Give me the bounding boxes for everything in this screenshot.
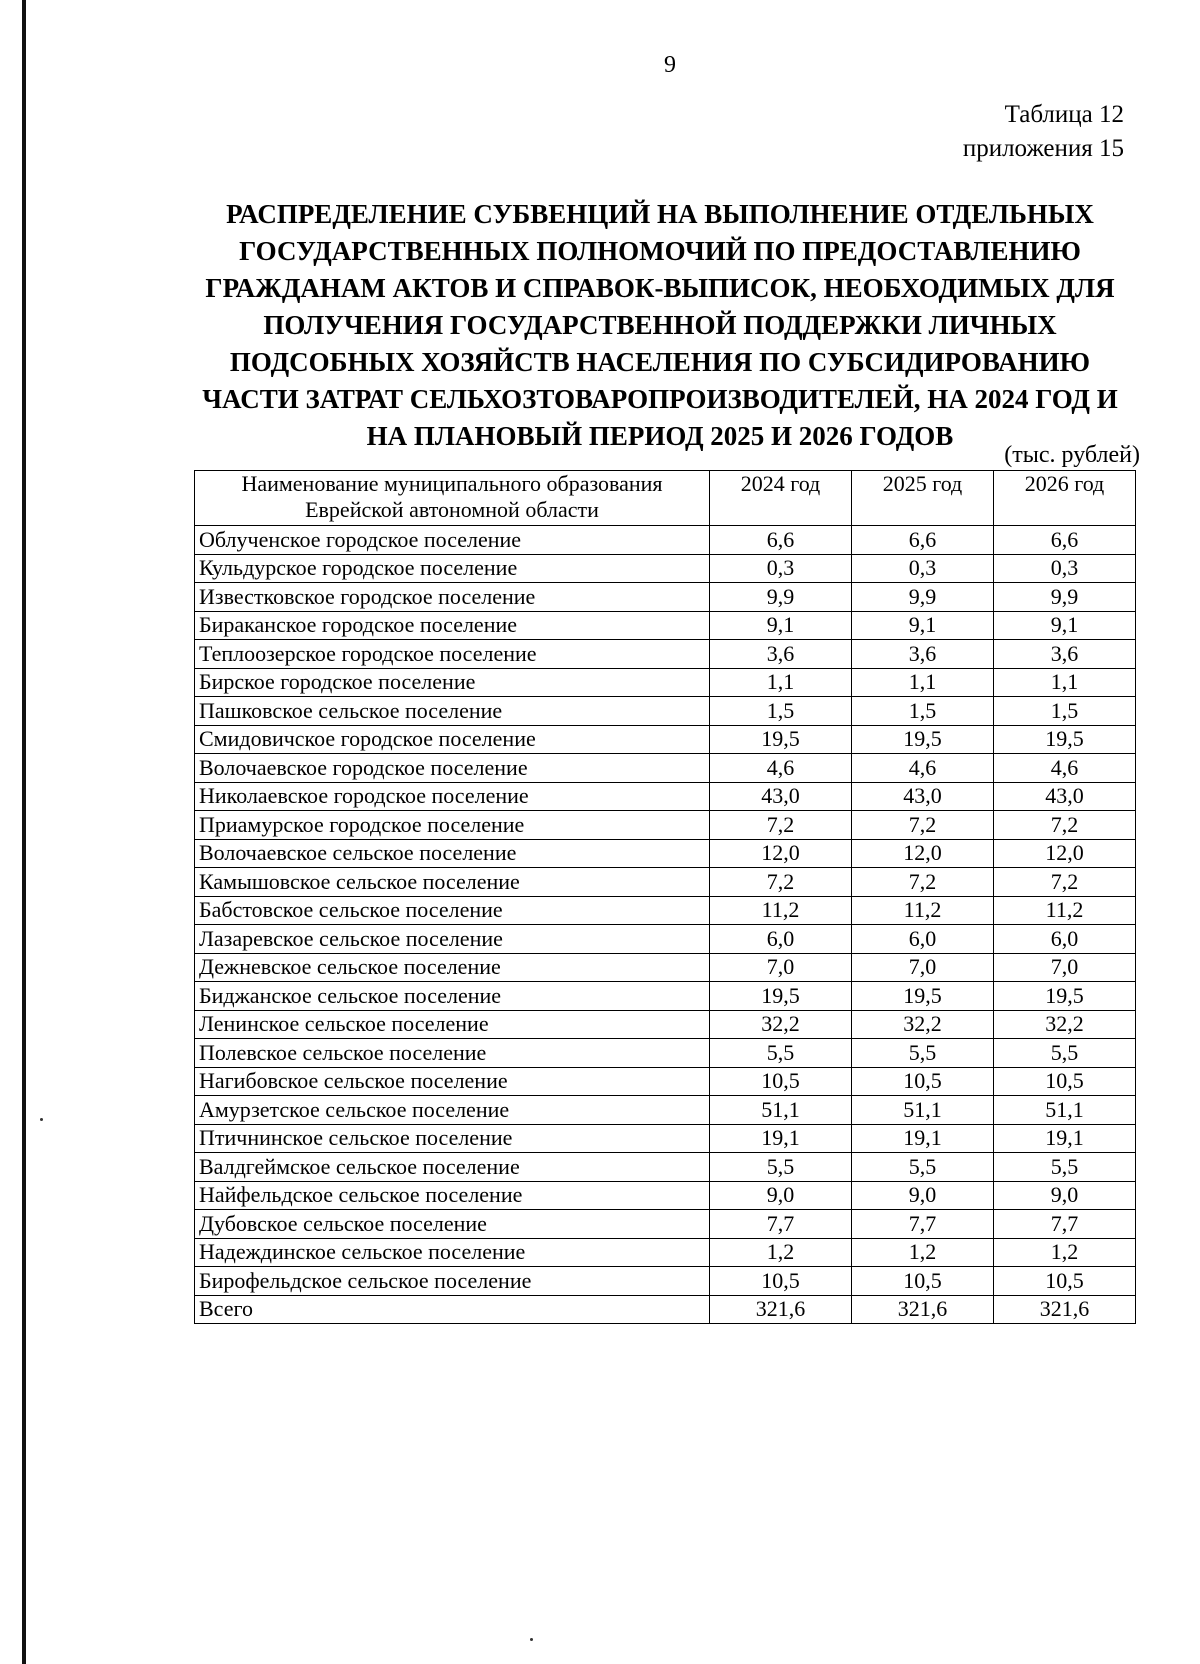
value-2025: 7,7	[852, 1210, 994, 1239]
value-2024: 51,1	[710, 1096, 852, 1125]
page-number: 9	[664, 52, 676, 78]
table-header-row	[195, 471, 1136, 526]
table-row	[195, 782, 1136, 811]
value-2025: 0,3	[852, 554, 994, 583]
municipality-name: Облученское городское поселение	[195, 526, 710, 555]
municipality-name: Птичнинское сельское поселение	[195, 1124, 710, 1153]
value-2025: 6,0	[852, 925, 994, 954]
table-row	[195, 1124, 1136, 1153]
value-2024: 10,5	[710, 1267, 852, 1296]
value-2026: 7,2	[994, 868, 1136, 897]
table-row	[195, 811, 1136, 840]
value-2024: 321,6	[710, 1295, 852, 1324]
value-2024: 7,0	[710, 953, 852, 982]
table-row	[195, 1039, 1136, 1068]
value-2026: 43,0	[994, 782, 1136, 811]
municipality-name: Кульдурское городское поселение	[195, 554, 710, 583]
scan-speck	[530, 1638, 533, 1641]
scan-speck	[40, 1118, 43, 1121]
value-2026: 10,5	[994, 1267, 1136, 1296]
table-row	[195, 754, 1136, 783]
value-2025: 7,0	[852, 953, 994, 982]
municipality-name: Бирское городское поселение	[195, 668, 710, 697]
table-row	[195, 953, 1136, 982]
table-reference-line-1: Таблица 12	[1004, 101, 1124, 128]
value-2026: 6,6	[994, 526, 1136, 555]
municipality-name: Смидовичское городское поселение	[195, 725, 710, 754]
table-row	[195, 1267, 1136, 1296]
municipality-name: Нагибовское сельское поселение	[195, 1067, 710, 1096]
municipality-name: Бабстовское сельское поселение	[195, 896, 710, 925]
value-2024: 12,0	[710, 839, 852, 868]
table-reference-line-2: приложения 15	[962, 135, 1124, 162]
table-row	[195, 1067, 1136, 1096]
header-municipality: Наименование муниципального образования Еврейской автономной области	[195, 471, 710, 526]
table-row	[195, 697, 1136, 726]
table-row	[195, 1238, 1136, 1267]
municipality-name: Николаевское городское поселение	[195, 782, 710, 811]
value-2025: 9,1	[852, 611, 994, 640]
value-2026: 1,5	[994, 697, 1136, 726]
value-2026: 321,6	[994, 1295, 1136, 1324]
table-row	[195, 1096, 1136, 1125]
value-2026: 12,0	[994, 839, 1136, 868]
table-reference	[963, 98, 1124, 166]
value-2025: 43,0	[852, 782, 994, 811]
value-2026: 4,6	[994, 754, 1136, 783]
table-row	[195, 668, 1136, 697]
value-2024: 10,5	[710, 1067, 852, 1096]
value-2026: 7,7	[994, 1210, 1136, 1239]
value-2024: 1,1	[710, 668, 852, 697]
municipality-name: Волочаевское сельское поселение	[195, 839, 710, 868]
value-2025: 4,6	[852, 754, 994, 783]
table-row	[195, 896, 1136, 925]
value-2025: 7,2	[852, 811, 994, 840]
value-2025: 10,5	[852, 1067, 994, 1096]
value-2025: 9,0	[852, 1181, 994, 1210]
value-2024: 0,3	[710, 554, 852, 583]
value-2025: 3,6	[852, 640, 994, 669]
value-2024: 5,5	[710, 1153, 852, 1182]
value-2026: 0,3	[994, 554, 1136, 583]
header-2026: 2026 год	[994, 471, 1136, 526]
municipality-name: Известковское городское поселение	[195, 583, 710, 612]
table-row	[195, 1210, 1136, 1239]
table-row	[195, 554, 1136, 583]
value-2025: 19,1	[852, 1124, 994, 1153]
value-2024: 19,1	[710, 1124, 852, 1153]
value-2024: 9,0	[710, 1181, 852, 1210]
value-2025: 1,2	[852, 1238, 994, 1267]
value-2026: 7,0	[994, 953, 1136, 982]
scan-edge-line	[22, 0, 26, 1664]
header-2025: 2025 год	[852, 471, 994, 526]
units-note: (тыс. рублей)	[1004, 442, 1140, 468]
table-body	[195, 526, 1136, 1324]
value-2026: 5,5	[994, 1153, 1136, 1182]
value-2024: 1,2	[710, 1238, 852, 1267]
municipality-name: Полевское сельское поселение	[195, 1039, 710, 1068]
value-2026: 5,5	[994, 1039, 1136, 1068]
value-2025: 19,5	[852, 725, 994, 754]
value-2024: 11,2	[710, 896, 852, 925]
municipality-name: Бирофельдское сельское поселение	[195, 1267, 710, 1296]
value-2026: 9,9	[994, 583, 1136, 612]
value-2025: 1,5	[852, 697, 994, 726]
table-row	[195, 1181, 1136, 1210]
table-row	[195, 640, 1136, 669]
value-2026: 11,2	[994, 896, 1136, 925]
value-2024: 6,6	[710, 526, 852, 555]
value-2024: 7,7	[710, 1210, 852, 1239]
value-2024: 3,6	[710, 640, 852, 669]
municipality-name: Камышовское сельское поселение	[195, 868, 710, 897]
municipality-name: Бираканское городское поселение	[195, 611, 710, 640]
value-2025: 12,0	[852, 839, 994, 868]
value-2024: 43,0	[710, 782, 852, 811]
subvention-table	[194, 470, 1136, 1324]
value-2025: 19,5	[852, 982, 994, 1011]
value-2024: 7,2	[710, 868, 852, 897]
municipality-name: Найфельдское сельское поселение	[195, 1181, 710, 1210]
municipality-name: Валдгеймское сельское поселение	[195, 1153, 710, 1182]
value-2024: 6,0	[710, 925, 852, 954]
value-2026: 1,2	[994, 1238, 1136, 1267]
table-row	[195, 526, 1136, 555]
table-row	[195, 839, 1136, 868]
value-2025: 1,1	[852, 668, 994, 697]
value-2024: 5,5	[710, 1039, 852, 1068]
value-2025: 9,9	[852, 583, 994, 612]
value-2025: 5,5	[852, 1153, 994, 1182]
table-row	[195, 1010, 1136, 1039]
municipality-name: Биджанское сельское поселение	[195, 982, 710, 1011]
municipality-name: Дежневское сельское поселение	[195, 953, 710, 982]
value-2024: 9,1	[710, 611, 852, 640]
table-row	[195, 611, 1136, 640]
municipality-name: Приамурское городское поселение	[195, 811, 710, 840]
value-2026: 9,1	[994, 611, 1136, 640]
value-2025: 5,5	[852, 1039, 994, 1068]
table-row	[195, 583, 1136, 612]
municipality-name: Пашковское сельское поселение	[195, 697, 710, 726]
value-2026: 10,5	[994, 1067, 1136, 1096]
value-2025: 6,6	[852, 526, 994, 555]
value-2024: 1,5	[710, 697, 852, 726]
value-2026: 19,1	[994, 1124, 1136, 1153]
value-2025: 321,6	[852, 1295, 994, 1324]
value-2024: 19,5	[710, 725, 852, 754]
value-2026: 9,0	[994, 1181, 1136, 1210]
value-2026: 51,1	[994, 1096, 1136, 1125]
value-2025: 7,2	[852, 868, 994, 897]
value-2025: 11,2	[852, 896, 994, 925]
value-2026: 6,0	[994, 925, 1136, 954]
value-2024: 9,9	[710, 583, 852, 612]
header-2024: 2024 год	[710, 471, 852, 526]
value-2024: 4,6	[710, 754, 852, 783]
municipality-name: Лазаревское сельское поселение	[195, 925, 710, 954]
municipality-name: Всего	[195, 1295, 710, 1324]
value-2026: 7,2	[994, 811, 1136, 840]
table-row	[195, 1153, 1136, 1182]
municipality-name: Амурзетское сельское поселение	[195, 1096, 710, 1125]
value-2025: 32,2	[852, 1010, 994, 1039]
value-2026: 19,5	[994, 982, 1136, 1011]
value-2024: 19,5	[710, 982, 852, 1011]
value-2026: 1,1	[994, 668, 1136, 697]
table-row	[195, 925, 1136, 954]
municipality-name: Надеждинское сельское поселение	[195, 1238, 710, 1267]
value-2026: 19,5	[994, 725, 1136, 754]
value-2024: 7,2	[710, 811, 852, 840]
value-2025: 10,5	[852, 1267, 994, 1296]
municipality-name: Волочаевское городское поселение	[195, 754, 710, 783]
value-2025: 51,1	[852, 1096, 994, 1125]
table-row	[195, 868, 1136, 897]
table-row	[195, 982, 1136, 1011]
municipality-name: Теплоозерское городское поселение	[195, 640, 710, 669]
table-total-row	[195, 1295, 1136, 1324]
municipality-name: Дубовское сельское поселение	[195, 1210, 710, 1239]
document-title: РАСПРЕДЕЛЕНИЕ СУБВЕНЦИЙ НА ВЫПОЛНЕНИЕ ОТДЕЛЬНЫХ ГОСУДАРСТВЕННЫХ ПОЛНОМОЧИЙ ПО ПРЕДОСТАВЛЕНИЮ ГРАЖДАНАМ АКТОВ И СПРАВОК-ВЫПИСОК, НЕОБХОДИМЫХ ДЛЯ ПОЛУЧЕНИЯ ГОСУДАРСТВЕННОЙ ПОДДЕРЖКИ ЛИЧНЫХ ПОДСОБНЫХ ХОЗЯЙСТВ НАСЕЛЕНИЯ ПО СУБСИДИРОВАНИЮ ЧАСТИ ЗАТРАТ СЕЛЬХОЗТОВАРОПРОИЗВОДИТЕЛЕЙ, НА 2024 ГОД И НА ПЛАНОВЫЙ ПЕРИОД 2025 И 2026 ГОДОВ	[202, 199, 1118, 451]
municipality-name: Ленинское сельское поселение	[195, 1010, 710, 1039]
value-2026: 32,2	[994, 1010, 1136, 1039]
value-2026: 3,6	[994, 640, 1136, 669]
table-row	[195, 725, 1136, 754]
value-2024: 32,2	[710, 1010, 852, 1039]
